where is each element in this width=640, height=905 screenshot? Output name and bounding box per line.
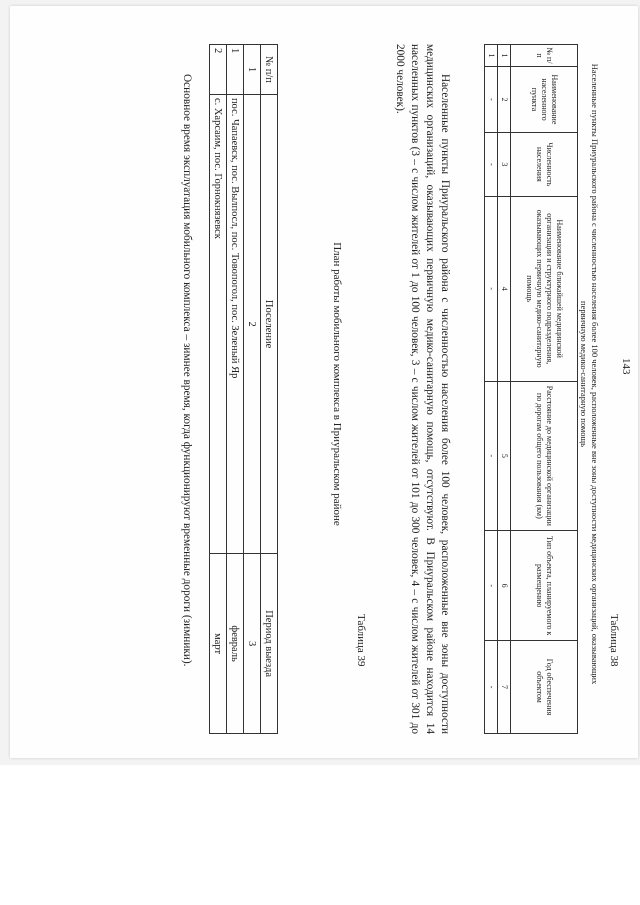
table-cell: -	[485, 531, 498, 641]
table-cell: пос. Чапаевск, пос. Вылпосл, пос. Товопогол, пос. Зеленый Яр	[227, 94, 244, 553]
table-cell: 7	[498, 641, 511, 734]
table-39-label: Таблица 39	[355, 614, 367, 667]
table-38-number-row	[498, 45, 511, 734]
table-38-header-cell: Тип объекта, планируемого к размещению	[511, 531, 578, 641]
table-cell: -	[485, 641, 498, 734]
table-38-header-row	[511, 45, 578, 734]
table-row	[210, 45, 227, 734]
table-38-header-cell: Численность населения	[511, 132, 578, 196]
table-39-title: План работы мобильного комплекса в Приуральском районе	[331, 242, 343, 526]
table-39-header-cell: Поселение	[261, 94, 278, 553]
table-cell: -	[485, 381, 498, 531]
table-cell: -	[485, 66, 498, 132]
table-cell: 3	[498, 132, 511, 196]
table-cell: 2	[210, 45, 227, 95]
table-39	[209, 44, 278, 734]
table-cell: 1	[498, 45, 511, 67]
table-cell: 4	[498, 196, 511, 381]
rotated-page-content	[30, 14, 630, 754]
table-39-number-row	[244, 45, 261, 734]
table-38-header-cell: Наименование ближайшей медицинской организации и структурного подразделения, оказывающих первичную медико-санитарную помощь	[511, 196, 578, 381]
paragraph-text: Основное время эксплуатация мобильного комплекса – зимнее время, когда функционируют временные дороги (зимники).	[181, 74, 193, 667]
table-row	[485, 45, 498, 734]
table-38-header-cell: Год обеспечения объектом	[511, 641, 578, 734]
table-cell: 1	[485, 45, 498, 67]
table-39-header-cell: Период выезда	[261, 554, 278, 734]
table-cell: февраль	[227, 554, 244, 734]
table-row	[227, 45, 244, 734]
table-38-header-cell: Наименование населенного пункта	[511, 66, 578, 132]
table-38-caption: Населенные пункты Приуральского района с численностью населения более 100 человек, расположенные вне зоны доступности медицинских организаций, оказывающих первичную медико-санитарную помощь	[579, 63, 600, 685]
document-page	[10, 6, 638, 758]
table-38-label: Таблица 38	[608, 614, 620, 667]
table-cell: 5	[498, 381, 511, 531]
table-cell: 2	[244, 94, 261, 553]
paragraph-settlements	[392, 44, 452, 734]
table-cell: 1	[244, 45, 261, 95]
table-cell: с. Харсаим, пос. Горнокнязевск	[210, 94, 227, 553]
paragraph-text: Населенные пункты Приуральского района с численностью населения более 100 человек, расположенные вне зоны доступности медицинских организаций, оказывающих первичную медико-санитарную помощь, отсутствуют. В Приуральском районе находится 14 населенных пунктов (3 – с числом жителей от 1 до 100 человек, 3 – с числом жителей от 101 до 300 человек, 4 – с числом жителей от 301 до 2000 человек).	[394, 44, 451, 734]
paragraph-mobile-complex	[179, 44, 194, 734]
table-39-header-cell: № п/п	[261, 45, 278, 95]
table-cell: -	[485, 196, 498, 381]
page-number: 143	[620, 358, 632, 375]
table-cell: -	[485, 132, 498, 196]
table-cell: 1	[227, 45, 244, 95]
table-cell: 6	[498, 531, 511, 641]
table-cell: 3	[244, 554, 261, 734]
table-39-header-row	[261, 45, 278, 734]
table-38	[484, 44, 578, 734]
table-cell: 2	[498, 66, 511, 132]
table-cell: март	[210, 554, 227, 734]
table-38-header-cell: Расстояние до медицинской организации по дорогам общего пользования (км)	[511, 381, 578, 531]
table-38-header-cell: № п/п	[511, 45, 578, 67]
